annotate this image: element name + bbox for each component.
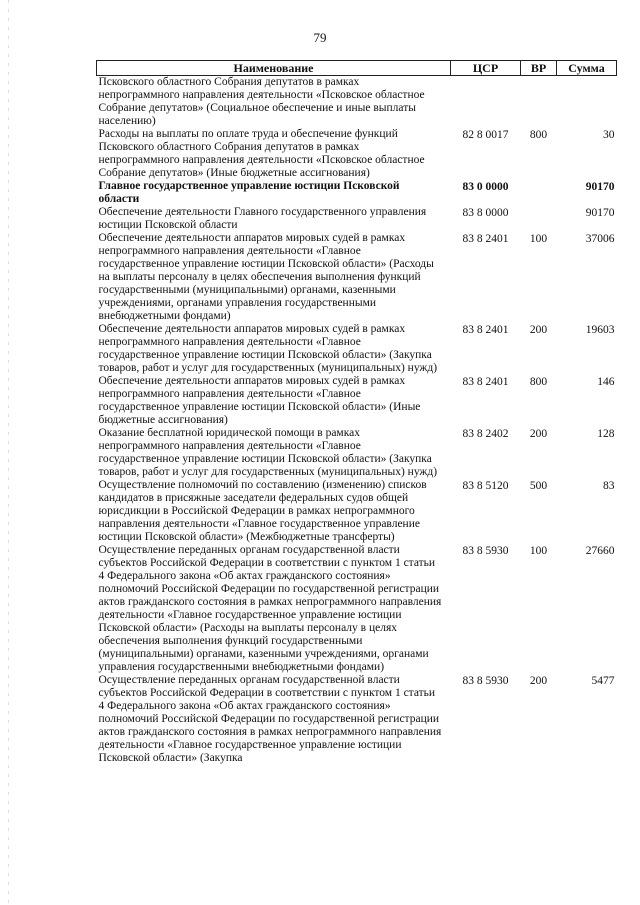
row-sum-cell: 146 [597,376,615,388]
row-vr-cell [521,76,557,129]
table-row [97,232,617,323]
row-csr-cell [451,76,521,129]
header-vr: ВР [521,61,557,76]
table-row [97,128,617,180]
header-name: Наименование [97,61,451,76]
row-vr-cell [521,180,557,206]
row-vr-cell: 100 [529,233,548,245]
row-vr-cell: 200 [529,675,548,687]
header-csr: ЦСР [451,61,521,76]
row-vr-cell: 800 [529,376,548,388]
row-sum-cell: 19603 [585,324,615,336]
row-sum-cell: 90170 [585,181,615,193]
row-csr-cell: 83 8 2401 [462,324,509,336]
table-row [97,76,617,129]
row-sum-cell: 5477 [591,675,615,687]
row-vr-cell [521,206,557,232]
row-name-cell: Главное государственное управление юстиции Псковской области [98,180,400,205]
row-sum-cell: 27660 [585,545,615,557]
table-row [97,180,617,206]
row-csr-cell: 83 8 2401 [462,233,509,245]
row-csr-cell: 83 8 2402 [462,428,509,440]
row-csr-cell: 83 8 5930 [462,545,509,557]
table-row [97,323,617,375]
row-name-cell: Псковского областного Собрания депутатов в рамках непрограммного направления деятельности «Псковское областное Собрание депутатов» (Социальное обеспечение и иные выплаты населению) [98,76,425,127]
row-csr-cell: 82 8 0017 [462,129,509,141]
table-row [97,206,617,232]
row-sum-cell: 37006 [585,233,615,245]
row-sum-cell: 83 [603,480,615,492]
row-csr-cell: 83 8 5930 [462,675,509,687]
row-sum-cell: 128 [597,428,615,440]
row-sum-cell: 90170 [585,207,615,219]
row-vr-cell: 200 [529,428,548,440]
table-header-row [97,61,617,76]
table-row [97,427,617,479]
row-sum-cell: 30 [603,129,615,141]
row-name-cell: Обеспечение деятельности Главного государственного управления юстиции Псковской области [98,206,427,231]
table-body [97,76,617,766]
row-vr-cell: 500 [529,480,548,492]
row-csr-cell: 83 8 0000 [462,207,509,219]
table-row [97,544,617,674]
row-name-cell: Осуществление полномочий по составлению (изменению) списков кандидатов в присяжные заседатели федеральных судов общей юрисдикции в Российской Федерации в рамках непрограммного направления деятельности «Главное государственное управление юстиции Псковской области» (Межбюджетные трансферты) [98,479,427,543]
page-number: 79 [313,30,327,45]
scan-edge-mark [8,0,9,905]
budget-table [96,60,617,765]
row-csr-cell: 83 8 5120 [462,480,509,492]
table-row [97,674,617,765]
row-name-cell: Оказание бесплатной юридической помощи в рамках непрограммного направления деятельности «Главное государственное управление юстиции Псковской области» (Закупка товаров, работ и услуг для государственных (муниципальных) нужд) [98,427,438,478]
row-csr-cell: 83 8 2401 [462,376,509,388]
row-csr-cell: 83 0 0000 [462,181,509,193]
row-vr-cell: 200 [529,324,548,336]
table-row [97,479,617,544]
row-vr-cell: 100 [529,545,548,557]
row-name-cell: Осуществление переданных органам государственной власти субъектов Российской Федерации в соответствии с пунктом 1 статьи 4 Федерального закона «Об актах гражданского состояния» полномочий Российской Федерации по государственной регистрации актов гражданского состояния в рамках непрограммного направления деятельности «Главное государственное управление юстиции Псковской области» (Закупка [98,674,442,764]
row-name-cell: Обеспечение деятельности аппаратов мировых судей в рамках непрограммного направления деятельности «Главное государственное управление юстиции Псковской области» (Иные бюджетные ассигнования) [98,375,421,426]
header-sum: Сумма [557,61,617,76]
row-sum-cell [557,76,617,129]
row-name-cell: Расходы на выплаты по оплате труда и обеспечение функций Псковского областного Собрания депутатов в рамках непрограммного направления деятельности «Псковское областное Собрание депутатов» (Иные бюджетные ассигнования) [98,128,425,179]
row-name-cell: Осуществление переданных органам государственной власти субъектов Российской Федерации в соответствии с пунктом 1 статьи 4 Федерального закона «Об актах гражданского состояния» полномочий Российской Федерации по государственной регистрации актов гражданского состояния в рамках непрограммного направления деятельности «Главное государственное управление юстиции Псковской области» (Расходы на выплаты персоналу в целях обеспечения выполнения функций государственными (муниципальными) органами, казенными учреждениями, органами управления государственными внебюджетными фондами) [98,544,442,673]
row-name-cell: Обеспечение деятельности аппаратов мировых судей в рамках непрограммного направления деятельности «Главное государственное управление юстиции Псковской области» (Закупка товаров, работ и услуг для государственных (муниципальных) нужд) [98,323,438,374]
table-row [97,375,617,427]
row-vr-cell: 800 [529,129,548,141]
row-name-cell: Обеспечение деятельности аппаратов мировых судей в рамках непрограммного направления деятельности «Главное государственное управление юстиции Псковской области» (Расходы на выплаты персоналу в целях обеспечения выполнения функций государственными (муниципальными) органами, казенными учреждениями, органами управления государственными внебюджетными фондами) [98,232,434,322]
